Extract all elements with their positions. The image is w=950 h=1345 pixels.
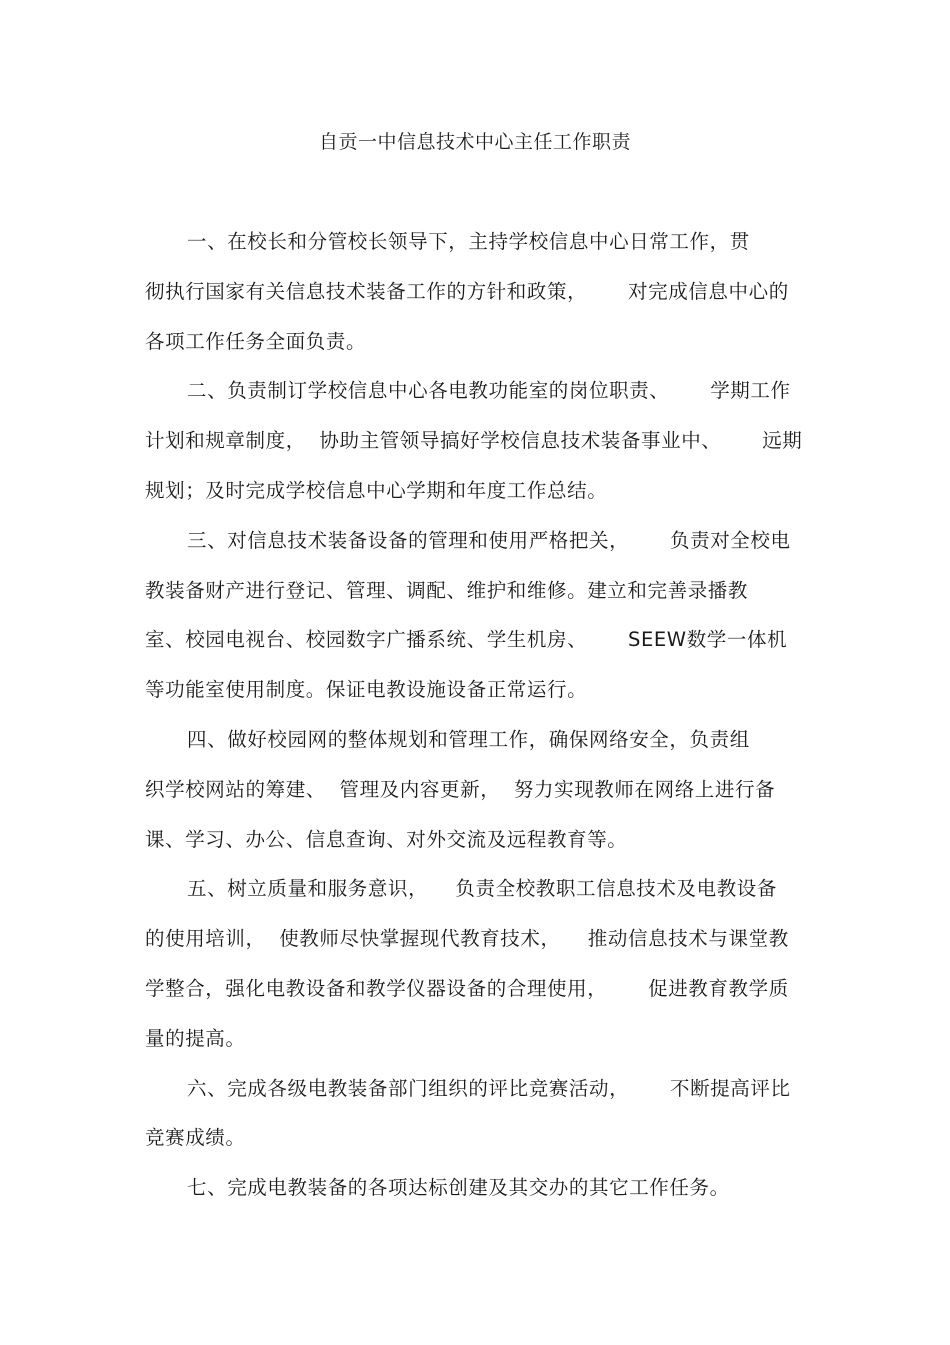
text-line: 的使用培训， 使教师尽快掌握现代教育技术， 推动信息技术与课堂教 — [145, 927, 789, 951]
text-line: 五、树立质量和服务意识， 负责全校教职工信息技术及电教设备 — [187, 877, 777, 901]
text-line: 六、完成各级电教装备部门组织的评比竞赛活动， 不断提高评比 — [187, 1076, 791, 1100]
text-line: 室、校园电视台、校园数字广播系统、学生机房、 SEEW数学一体机 — [145, 628, 788, 652]
text-line: 课、学习、办公、信息查询、对外交流及远程教育等。 — [145, 827, 628, 851]
text-line: 一、在校长和分管校长领导下，主持学校信息中心日常工作，贯 — [187, 230, 750, 253]
text-line: 量的提高。 — [145, 1026, 246, 1050]
document-body — [145, 228, 810, 1224]
text-line: 学整合，强化电教设备和教学仪器设备的合理使用， 促进教育教学质 — [145, 976, 789, 1000]
text-line: 教装备财产进行登记、管理、调配、维护和维修。建立和完善录播教 — [145, 578, 749, 602]
text-line: 规划；及时完成学校信息中心学期和年度工作总结。 — [145, 478, 608, 502]
text-line: 三、对信息技术装备设备的管理和使用严格把关， 负责对全校电 — [187, 528, 791, 552]
text-line: 计划和规章制度， 协助主管领导搞好学校信息技术装备事业中、 远期 — [145, 429, 803, 453]
text-line: 彻执行国家有关信息技术装备工作的方针和政策， 对完成信息中心的 — [145, 279, 789, 303]
text-line: 竞赛成绩。 — [145, 1126, 246, 1150]
text-line: 七、完成电教装备的各项达标创建及其交办的其它工作任务。 — [187, 1176, 730, 1200]
text-line: 各项工作任务全面负责。 — [145, 329, 367, 353]
text-line: 织学校网站的筹建、 管理及内容更新， 努力实现教师在网络上进行备 — [145, 777, 776, 801]
document-title: 自贡一中信息技术中心主任工作职责 — [318, 131, 631, 153]
text-line: 二、负责制订学校信息中心各电教功能室的岗位职责、 学期工作 — [187, 379, 791, 403]
text-line: 等功能室使用制度。保证电教设施设备正常运行。 — [145, 678, 588, 702]
text-line: 四、做好校园网的整体规划和管理工作，确保网络安全，负责组 — [187, 727, 750, 751]
